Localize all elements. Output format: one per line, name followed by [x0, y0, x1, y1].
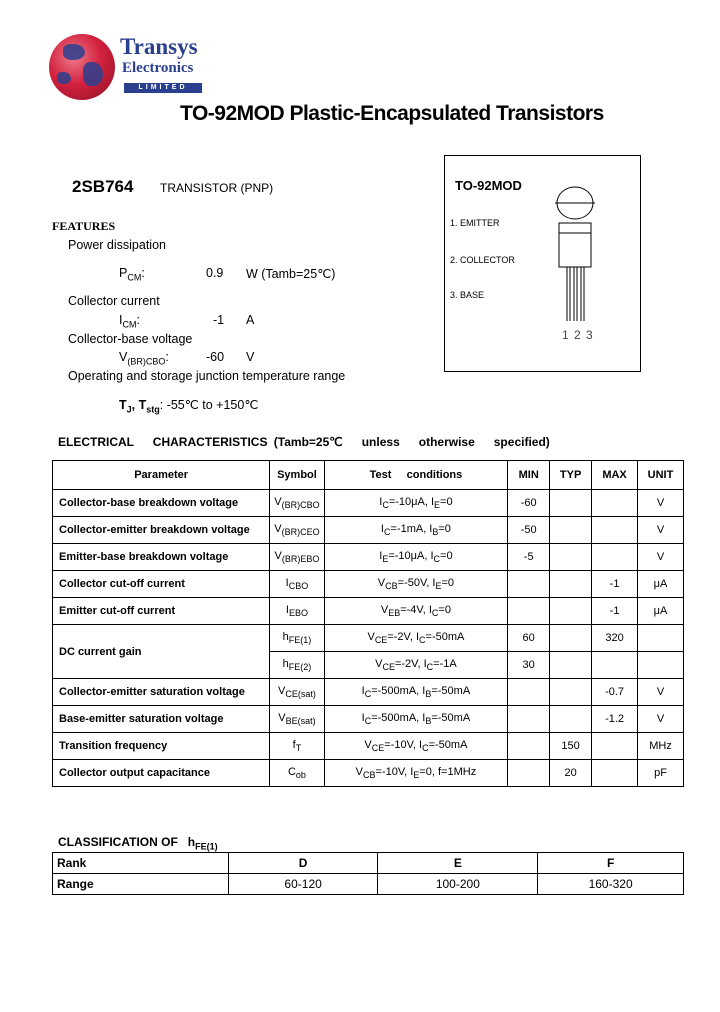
col-max: MAX: [592, 461, 638, 490]
param-cell: Base-emitter saturation voltage: [53, 706, 270, 733]
max-cell: -1.2: [592, 706, 638, 733]
package-title: TO-92MOD: [455, 178, 522, 193]
unit-cell: μA: [638, 571, 684, 598]
unit-cell: V: [638, 706, 684, 733]
ec-row: [53, 571, 684, 598]
rank-e: E: [378, 853, 538, 874]
condition-cell: $I_E=-10\mu A$, $I_C=0$: [324, 544, 508, 571]
part-type: TRANSISTOR (PNP): [160, 181, 274, 195]
max-cell: [592, 517, 638, 544]
param-cell: Collector-emitter breakdown voltage: [53, 517, 270, 544]
ec-row: [53, 625, 684, 652]
symbol-cell: $V_{(BR)EBO}$: [270, 544, 324, 571]
symbol-cell: $V_{(BR)CEO}$: [270, 517, 324, 544]
symbol-cell: $f_T$: [270, 733, 324, 760]
typ-cell: 20: [550, 760, 592, 787]
voltage-label: Collector-base voltage: [68, 332, 193, 346]
ec-table: [52, 460, 684, 787]
condition-cell: $V_{EB}=-4V$, $I_C=0$: [324, 598, 508, 625]
typ-cell: [550, 652, 592, 679]
classification-title: CLASSIFICATION OF $h_{FE(1)}$: [58, 835, 218, 852]
typ-cell: [550, 598, 592, 625]
col-conditions: Test conditions: [324, 461, 508, 490]
range-row: [53, 874, 684, 895]
unit-cell: μA: [638, 598, 684, 625]
condition-cell: $V_{CE}=-2V$, $I_C=-50mA$: [324, 625, 508, 652]
param-cell: Emitter-base breakdown voltage: [53, 544, 270, 571]
col-parameter: Parameter: [53, 461, 270, 490]
ec-row: [53, 733, 684, 760]
range-d: 60-120: [228, 874, 378, 895]
col-min: MIN: [508, 461, 550, 490]
param-cell: Transition frequency: [53, 733, 270, 760]
rank-f: F: [538, 853, 684, 874]
vcbo-unit: V: [246, 350, 255, 364]
temp-label: Operating and storage junction temperature range: [68, 369, 346, 383]
unit-cell: MHz: [638, 733, 684, 760]
pcm-value: 0.9: [206, 266, 224, 280]
min-cell: [508, 733, 550, 760]
min-cell: 30: [508, 652, 550, 679]
symbol-cell: $V_{BE(sat)}$: [270, 706, 324, 733]
typ-cell: [550, 544, 592, 571]
col-unit: UNIT: [638, 461, 684, 490]
part-number: 2SB764: [72, 177, 134, 196]
min-cell: -50: [508, 517, 550, 544]
typ-cell: 150: [550, 733, 592, 760]
ec-row: [53, 706, 684, 733]
param-cell: DC current gain: [53, 625, 270, 679]
symbol-cell: $I_{EBO}$: [270, 598, 324, 625]
icm-unit: A: [246, 313, 255, 327]
rank-row: [53, 853, 684, 874]
icm-value: -1: [213, 313, 225, 327]
min-cell: [508, 679, 550, 706]
col-symbol: Symbol: [270, 461, 324, 490]
max-cell: -1: [592, 598, 638, 625]
rank-label: Rank: [53, 853, 229, 874]
symbol-cell: $C_{ob}$: [270, 760, 324, 787]
ec-title: ELECTRICAL CHARACTERISTICS (Tamb=25℃ unless otherwise specified): [58, 435, 550, 449]
page-title: TO-92MOD Plastic-Encapsulated Transistors: [180, 102, 604, 125]
pin-numbers: 1 2 3: [562, 328, 594, 342]
unit-cell: [638, 652, 684, 679]
range-e: 100-200: [378, 874, 538, 895]
classification-table: [52, 852, 684, 895]
power-label: Power dissipation: [68, 238, 166, 252]
ec-row: [53, 544, 684, 571]
param-cell: Collector cut-off current: [53, 571, 270, 598]
rank-d: D: [228, 853, 378, 874]
min-cell: [508, 571, 550, 598]
symbol-cell: $V_{(BR)CBO}$: [270, 490, 324, 517]
unit-cell: V: [638, 544, 684, 571]
max-cell: [592, 652, 638, 679]
ec-row: [53, 760, 684, 787]
typ-cell: [550, 490, 592, 517]
min-cell: [508, 598, 550, 625]
pcm-symbol: $P_{CM}$:: [119, 266, 145, 283]
max-cell: -0.7: [592, 679, 638, 706]
symbol-cell: $h_{FE(2)}$: [270, 652, 324, 679]
condition-cell: $I_C=-1mA$, $I_B=0$: [324, 517, 508, 544]
condition-cell: $V_{CE}=-10V$, $I_C=-50mA$: [324, 733, 508, 760]
pin-label-base: 3. BASE: [450, 290, 485, 300]
pcm-unit: W (Tamb=25℃): [246, 267, 336, 281]
symbol-cell: $I_{CBO}$: [270, 571, 324, 598]
max-cell: [592, 490, 638, 517]
logo-limited: LIMITED: [124, 83, 202, 93]
range-f: 160-320: [538, 874, 684, 895]
col-typ: TYP: [550, 461, 592, 490]
vcbo-symbol: $V_{(BR)CBO}$:: [119, 350, 169, 367]
ec-row: [53, 598, 684, 625]
condition-cell: $V_{CB}=-10V$, $I_E=0$, f=1MHz: [324, 760, 508, 787]
condition-cell: $I_C=-10\mu A$, $I_E=0$: [324, 490, 508, 517]
typ-cell: [550, 679, 592, 706]
symbol-cell: $V_{CE(sat)}$: [270, 679, 324, 706]
unit-cell: V: [638, 490, 684, 517]
max-cell: [592, 544, 638, 571]
max-cell: [592, 760, 638, 787]
max-cell: [592, 733, 638, 760]
min-cell: -5: [508, 544, 550, 571]
min-cell: -60: [508, 490, 550, 517]
max-cell: -1: [592, 571, 638, 598]
logo-globe-icon: [49, 34, 115, 100]
unit-cell: [638, 625, 684, 652]
typ-cell: [550, 517, 592, 544]
ec-header-row: [53, 461, 684, 490]
param-cell: Collector output capacitance: [53, 760, 270, 787]
package-box: [444, 155, 641, 372]
min-cell: 60: [508, 625, 550, 652]
condition-cell: $I_C=-500mA$, $I_B=-50mA$: [324, 679, 508, 706]
logo-name: Transys: [120, 34, 198, 59]
features-heading: FEATURES: [52, 219, 116, 233]
transistor-package-icon: [545, 181, 605, 351]
current-label: Collector current: [68, 294, 160, 308]
condition-cell: $V_{CE}=-2V$, $I_C=-1A$: [324, 652, 508, 679]
typ-cell: [550, 625, 592, 652]
unit-cell: V: [638, 517, 684, 544]
min-cell: [508, 760, 550, 787]
vcbo-value: -60: [206, 350, 225, 364]
typ-cell: [550, 706, 592, 733]
condition-cell: $I_C=-500mA$, $I_B=-50mA$: [324, 706, 508, 733]
max-cell: 320: [592, 625, 638, 652]
min-cell: [508, 706, 550, 733]
pin-label-emitter: 1. EMITTER: [450, 218, 500, 228]
icm-symbol: $I_{CM}$:: [119, 313, 140, 330]
typ-cell: [550, 571, 592, 598]
ec-row: [53, 490, 684, 517]
logo-subname: Electronics: [122, 60, 194, 76]
temp-range: $T_J$, $T_{stg}$: -55℃ to +150℃: [119, 398, 259, 415]
param-cell: Collector-emitter saturation voltage: [53, 679, 270, 706]
ec-row: [53, 679, 684, 706]
range-label: Range: [53, 874, 229, 895]
ec-row: [53, 517, 684, 544]
condition-cell: $V_{CB}=-50V$, $I_E=0$: [324, 571, 508, 598]
param-cell: Emitter cut-off current: [53, 598, 270, 625]
symbol-cell: $h_{FE(1)}$: [270, 625, 324, 652]
unit-cell: V: [638, 679, 684, 706]
unit-cell: pF: [638, 760, 684, 787]
param-cell: Collector-base breakdown voltage: [53, 490, 270, 517]
pin-label-collector: 2. COLLECTOR: [450, 255, 515, 265]
